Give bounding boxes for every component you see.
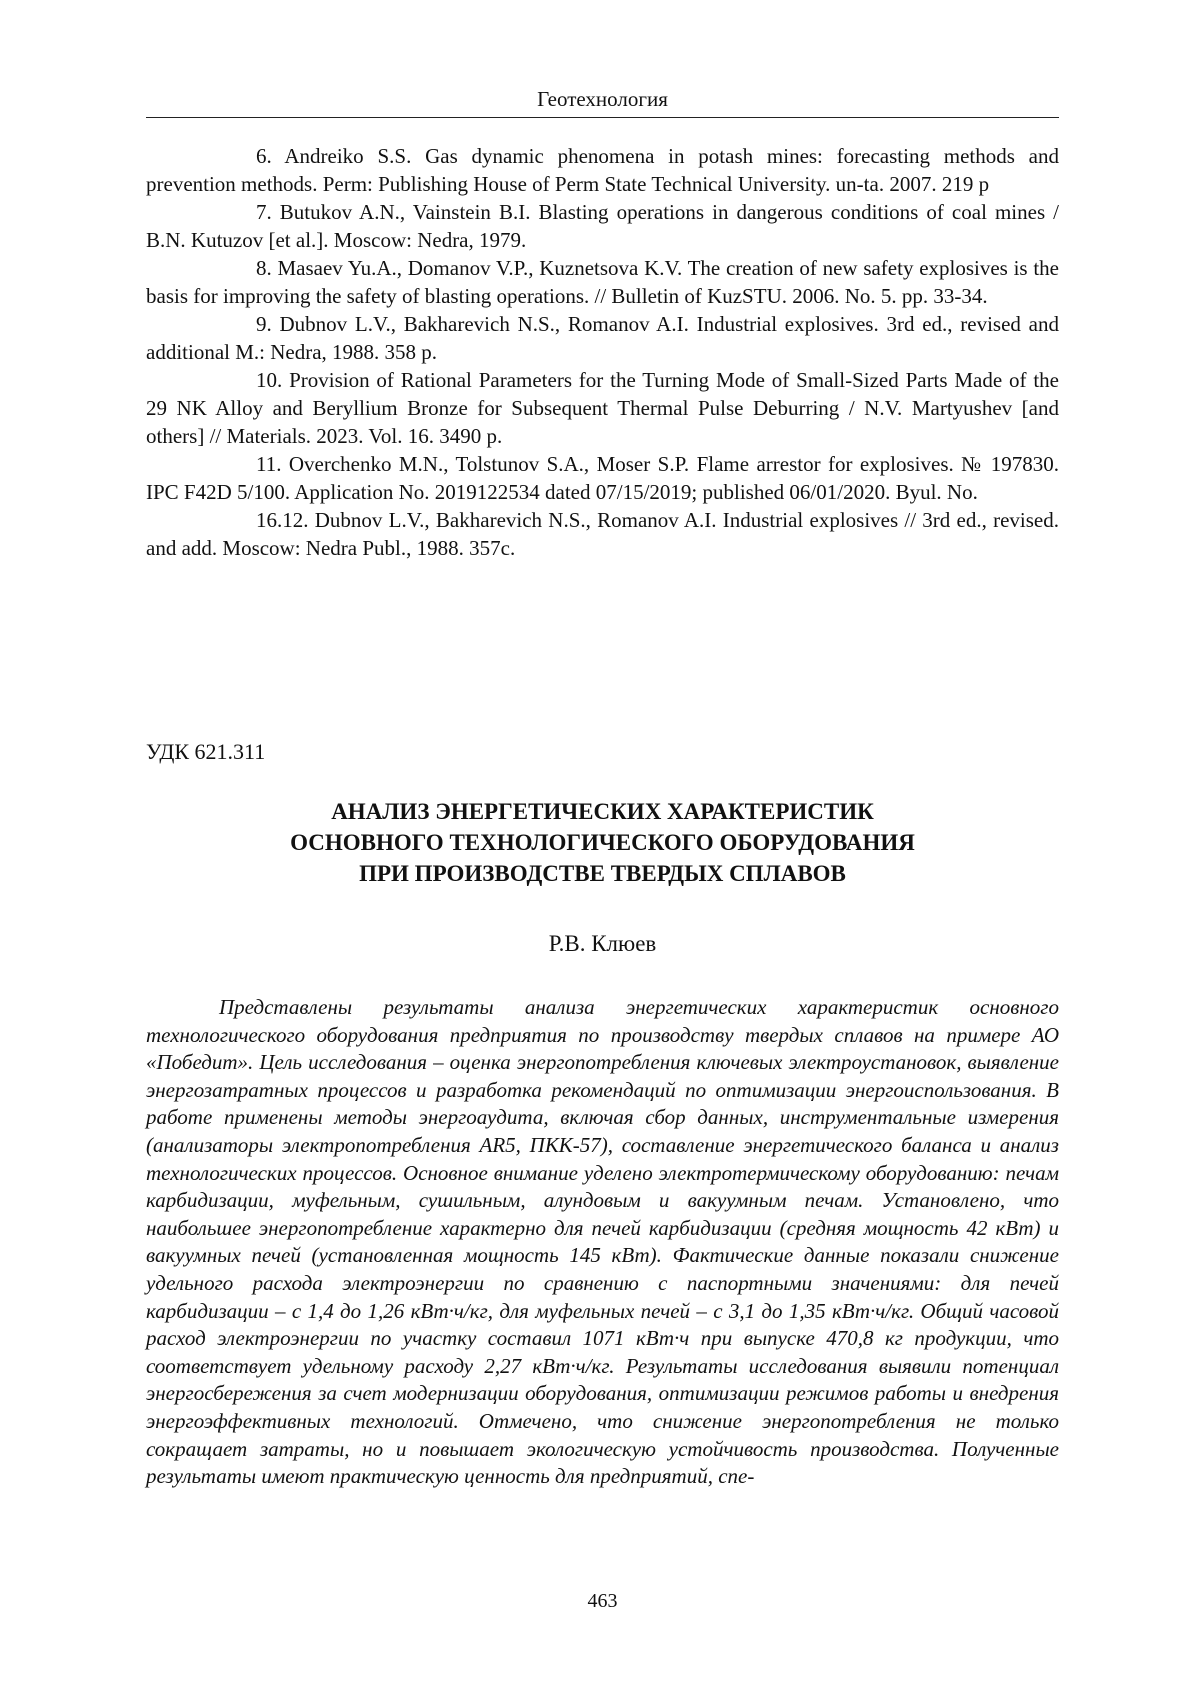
title-line: АНАЛИЗ ЭНЕРГЕТИЧЕСКИХ ХАРАКТЕРИСТИК (331, 799, 874, 824)
reference-item: 8. Masaev Yu.A., Domanov V.P., Kuznetsova K.V. The creation of new safety explosives is the basis for improving the safety of blasting operations. // Bulletin of KuzSTU. 2006. No. 5. pp. 33-34. (146, 256, 1059, 308)
udk-code: УДК 621.311 (146, 739, 266, 764)
article-title (146, 796, 1059, 889)
reference-item: 9. Dubnov L.V., Bakharevich N.S., Romanov A.I. Industrial explosives. 3rd ed., revised and additional M.: Nedra, 1988. 358 p. (146, 312, 1059, 364)
title-line: ПРИ ПРОИЗВОДСТВЕ ТВЕРДЫХ СПЛАВОВ (359, 861, 846, 886)
page-number: 463 (587, 1590, 618, 1612)
header-rule (146, 117, 1059, 118)
reference-item: 7. Butukov A.N., Vainstein B.I. Blasting operations in dangerous conditions of coal mines / B.N. Kutuzov [et al.]. Moscow: Nedra, 1979. (146, 200, 1059, 252)
reference-item: 10. Provision of Rational Parameters for the Turning Mode of Small-Sized Parts Made of the 29 NK Alloy and Beryllium Bronze for Subsequent Thermal Pulse Deburring / N.V. Martyushev [and others] // Materials. 2023. Vol. 16. 3490 p. (146, 368, 1059, 448)
reference-item: 11. Overchenko M.N., Tolstunov S.A., Moser S.P. Flame arrestor for explosives. № 197830. IPC F42D 5/100. Application No. 2019122534 dated 07/15/2019; published 06/01/2020. Byul. No. (146, 452, 1059, 504)
reference-list (146, 142, 1059, 562)
author-name: Р.В. Клюев (548, 931, 657, 956)
title-line: ОСНОВНОГО ТЕХНОЛОГИЧЕСКОГО ОБОРУДОВАНИЯ (290, 830, 915, 855)
running-head: Геотехнология (537, 87, 668, 111)
reference-item: 6. Andreiko S.S. Gas dynamic phenomena in potash mines: forecasting methods and prevention methods. Perm: Publishing House of Perm State Technical University. un-ta. 2007. 219 p (146, 144, 1059, 196)
abstract-text: Представлены результаты анализа энергетических характеристик основного технологического оборудования предприятия по производству твердых сплавов на примере АО «Победит». Цель исследования – оценка энергопотребления ключевых электроустановок, выявление энергозатратных процессов и разработка рекомендаций по оптимизации энергоиспользования. В работе применены методы энергоаудита, включая сбор данных, инструментальные измерения (анализаторы электропотребления AR5, ПКК-57), составление энергетического баланса и анализ технологических процессов. Основное внимание уделено электротермическому оборудованию: печам карбидизации, муфельным, сушильным, алундовым и вакуумным печам. Установлено, что наибольшее энергопотребление характерно для печей карбидизации (средняя мощность 42 кВт) и вакуумных печей (установленная мощность 145 кВт). Фактические данные показали снижение удельного расхода электроэнергии по сравнению с паспортными значениями: для печей карбидизации – с 1,4 до 1,26 кВт·ч/кг, для муфельных печей – с 3,1 до 1,35 кВт·ч/кг. Общий часовой расход электроэнергии по участку составил 1071 кВт·ч при выпуске 470,8 кг продукции, что соответствует удельному расходу 2,27 кВт·ч/кг. Результаты исследования выявили потенциал энергосбережения за счет модернизации оборудования, оптимизации режимов работы и внедрения энергоэффективных технологий. Отмечено, что снижение энергопотребления не только сокращает затраты, но и повышает экологическую устойчивость производства. Полученные результаты имеют практическую ценность для предприятий, спе- (146, 995, 1059, 1489)
reference-item: 16.12. Dubnov L.V., Bakharevich N.S., Romanov A.I. Industrial explosives // 3rd ed., revised. and add. Moscow: Nedra Publ., 1988. 357c. (146, 508, 1059, 560)
